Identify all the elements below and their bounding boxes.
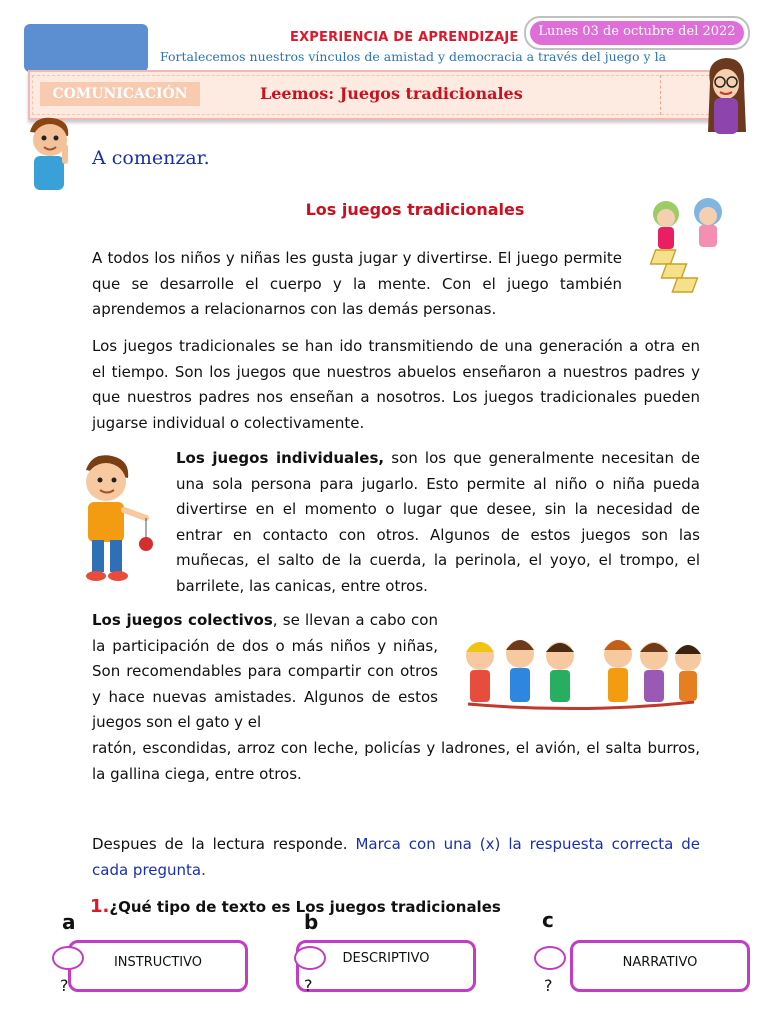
individual-games-text: son los que generalmente necesitan de una sola persona para jugarlo. Esto permite al niño o niña pueda divertirse en el momento o lugar que desee, sin la necesidad de entrar en contacto con otros. Algunos de estos juegos son las muñecas, el salto de la cuerda, la perinola, el yoyo, el trompo, el barrilete, las canicas, entre otros.	[176, 449, 700, 595]
instruction-plain: Despues de la lectura responde.	[92, 835, 356, 853]
lesson-title: Leemos: Juegos tradicionales	[260, 84, 523, 103]
paragraph-collective-games	[92, 608, 438, 736]
question-number: 1.	[90, 896, 110, 917]
activity-instruction	[92, 832, 700, 883]
boy-pointing-illustration	[22, 114, 78, 194]
option-b-box[interactable]	[296, 940, 476, 992]
option-c-letter: c	[542, 908, 554, 932]
experience-subtitle: Fortalecemos nuestros vínculos de amistad y democracia a través del juego y la	[160, 49, 667, 64]
option-c-checkbox[interactable]	[534, 946, 566, 970]
school-logo	[24, 24, 148, 72]
option-b-label: DESCRIPTIVO	[342, 951, 430, 966]
banner-divider	[660, 75, 661, 115]
teacher-illustration	[704, 52, 748, 140]
option-b-checkbox[interactable]	[294, 946, 326, 970]
option-a-mark: ?	[60, 976, 69, 995]
section-heading: A comenzar.	[92, 147, 210, 169]
lesson-banner	[28, 70, 728, 120]
option-b-letter: b	[304, 910, 319, 934]
option-a-letter: a	[62, 910, 76, 934]
collective-games-text: , se llevan a cabo con la participación de dos o más niños y niñas, Son recomendables para compartir con otros y hace nuevas amistades. Algunos de estos juegos son el gato y el	[92, 611, 438, 731]
paragraph-individual-games	[176, 446, 700, 599]
date-text: Lunes 03 de octubre del 2022	[530, 21, 744, 45]
option-a-label: INSTRUCTIVO	[113, 955, 203, 970]
option-c-label: NARRATIVO	[622, 955, 698, 970]
option-a-checkbox[interactable]	[52, 946, 84, 970]
tug-of-war-illustration	[458, 626, 704, 730]
collective-games-term: Los juegos colectivos	[92, 611, 273, 629]
option-c-box[interactable]	[570, 940, 750, 992]
paragraph-intro: A todos los niños y niñas les gusta jugar y divertirse. El juego permite que se desarrolle el cuerpo y la mente. Con el juego también aprendemos a relacionarnos con las demás personas.	[92, 249, 622, 318]
option-b-mark: ?	[304, 976, 313, 995]
paragraph-collective-games-continued: ratón, escondidas, arroz con leche, policías y ladrones, el avión, el salta burros, la gallina ciega, entre otros.	[92, 739, 700, 783]
paragraph-traditional: Los juegos tradicionales se han ido transmitiendo de una generación a otra en el tiempo. Son los juegos que nuestros abuelos enseñaron a nuestros padres y que nuestros padres nos enseñan a nosotros. Los juegos tradicionales pueden jugarse individual o colectivamente.	[92, 337, 700, 432]
hopscotch-illustration	[636, 194, 732, 298]
instruction-highlight: Marca con una (x) la respuesta correcta de cada pregunta.	[92, 835, 700, 879]
question-text: ¿Qué tipo de texto es Los juegos tradicionales	[109, 898, 501, 916]
experience-title: EXPERIENCIA DE APRENDIZAJE	[290, 30, 519, 45]
question-1	[90, 896, 501, 917]
boy-yoyo-illustration	[58, 448, 162, 584]
date-badge	[524, 16, 750, 50]
area-label: COMUNICACIÓN	[40, 82, 200, 106]
option-a-box[interactable]	[68, 940, 248, 992]
reading-title: Los juegos tradicionales	[305, 200, 525, 219]
individual-games-term: Los juegos individuales,	[176, 449, 385, 467]
option-c-mark: ?	[544, 976, 553, 995]
